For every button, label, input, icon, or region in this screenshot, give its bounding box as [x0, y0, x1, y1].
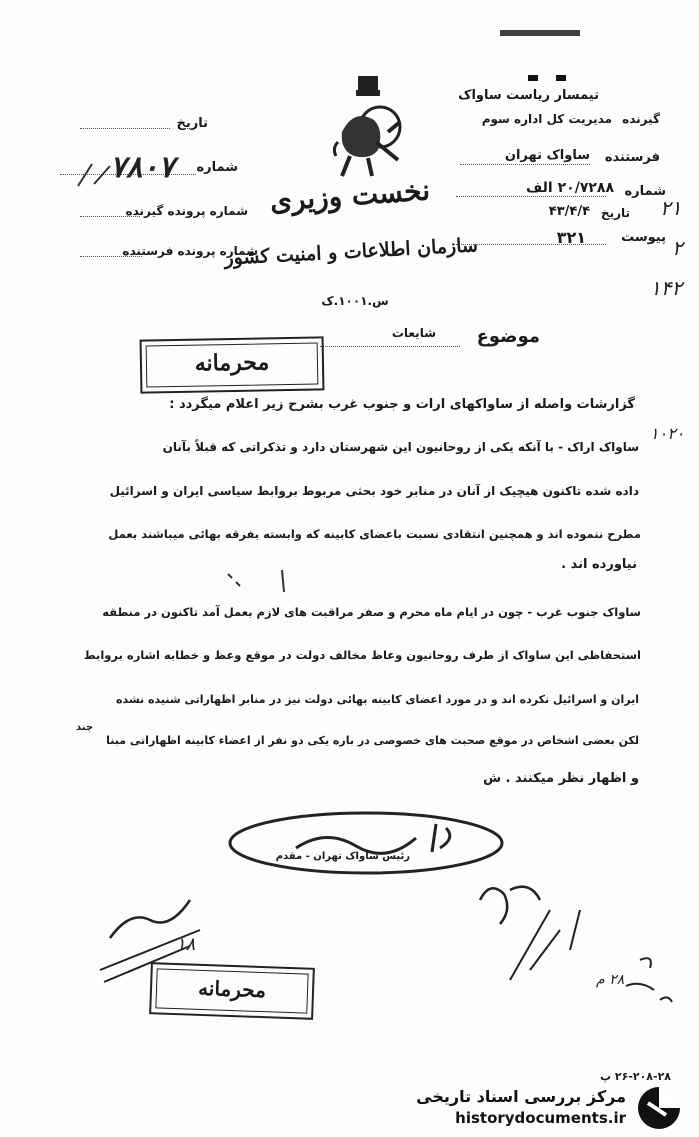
left-number-label: شماره — [196, 160, 238, 175]
scan-mark — [556, 75, 566, 81]
subject-value: شایعات — [391, 326, 436, 340]
body-line: ایران و اسرائیل نکرده اند و در مورد اعضای کابینه بهائی دولت نیز در منابر اظهاراتی شنیده نشده — [116, 693, 639, 706]
lion-and-sun-emblem-icon — [328, 72, 408, 182]
right-date-line — [500, 204, 630, 226]
recipient-value: مدیریت کل اداره سوم — [481, 112, 612, 126]
sender-file-label: شماره پرونده فرستنده — [122, 244, 258, 258]
letterhead-code: س.۱۰۰۱.ک — [321, 294, 389, 308]
to-line: تیمسار ریاست ساواک — [458, 88, 599, 103]
sender-file-line — [80, 244, 258, 264]
bottom-right-note: ۲۸ م — [596, 972, 625, 988]
scan-mark — [500, 30, 580, 36]
attachment-label: پیوست — [621, 230, 666, 245]
margin-mark: ۱۴۲ — [650, 276, 683, 300]
signature-block-text: رئیس ساواک تهران - مقدم — [275, 851, 410, 862]
right-number-line — [456, 180, 666, 204]
attachment-value: ۳۲۱ — [556, 228, 586, 247]
handwritten-mark — [224, 566, 294, 596]
body-line: نیاورده اند . — [561, 557, 637, 572]
archive-logo-icon — [634, 1085, 684, 1131]
office-title: نخست وزیری — [268, 173, 431, 218]
scan-mark — [528, 75, 538, 81]
body-line: گزارشات واصله از ساواکهای ارات و جنوب غرب بشرح زیر اعلام میگردد : — [169, 397, 635, 412]
archive-watermark — [400, 1085, 690, 1131]
body-line: لکن بعضی اشخاص در موقع صحبت های خصوصی در باره یکی دو نفر از اعضاء کابینه اظهاراتی مبنا — [106, 734, 639, 747]
left-number-value: ۷۸۰۷ — [110, 150, 175, 185]
body-line: استحفاظی این ساواک از طرف روحانیون وعاظ مخالف دولت در موقع وعظ و خطابه اشاره بروابط — [83, 648, 641, 662]
confidential-stamp-text: محرمانه — [197, 975, 267, 1003]
sender-label: فرستنده — [604, 150, 660, 165]
handwritten-annotation — [460, 870, 600, 990]
document-code: ۲۶-۲۰۸-۲۸ پ — [600, 1070, 672, 1083]
subject-line — [320, 326, 540, 356]
recipient-label: گیرنده — [622, 112, 660, 126]
right-number-label: شماره — [624, 184, 666, 199]
margin-mark: ۱۰۲۰ — [650, 424, 685, 443]
confidential-stamp — [140, 336, 325, 393]
recipient-file-line — [80, 204, 248, 224]
handwritten-annotation — [620, 950, 680, 1010]
organization-title: سازمان اطلاعات و امنیت کشور — [223, 234, 479, 270]
left-date-label: تاریخ — [176, 116, 208, 131]
body-line: ساواک اراک - با آنکه یکی از روحانیون این شهرستان دارد و تذکراتی که قبلاً بآنان — [162, 440, 639, 454]
left-date-line — [80, 116, 208, 136]
body-line: ساواک جنوب غرب - چون در ایام ماه محرم و صفر مراقبت های لازم بعمل آمد تاکنون در منطقه — [102, 605, 641, 619]
right-date-value: ۴۳/۴/۴ — [548, 204, 590, 219]
body-line: و اظهار نظر میکنند . ش — [483, 771, 639, 786]
margin-mark: ۲ — [672, 236, 683, 260]
archive-name: مرکز بررسی اسناد تاریخی — [416, 1087, 626, 1106]
handwritten-stroke — [74, 160, 114, 190]
confidential-stamp-bottom — [149, 962, 315, 1020]
archive-website: historydocuments.ir — [455, 1109, 626, 1127]
recipient-file-label: شماره پرونده گیرنده — [125, 204, 248, 218]
body-extra: چند — [76, 722, 94, 733]
body-line: داده شده تاکنون هیچیک از آنان در منابر خود بحثی مربوط بروابط سیاسی ایران و اسرائیل — [109, 484, 639, 498]
right-number-value: ۲۰/۷۲۸۸ الف — [526, 180, 614, 196]
subject-label: موضوع — [476, 326, 540, 347]
margin-mark: ۲۱ — [660, 196, 682, 220]
handwritten-note-left: ۱۸ — [176, 934, 196, 955]
confidential-stamp-text: محرمانه — [194, 349, 270, 377]
sender-value: ساواک تهران — [504, 148, 590, 163]
signature-stamp-oval — [226, 808, 506, 878]
sender-line — [460, 150, 660, 172]
right-date-label: تاریخ — [600, 206, 630, 220]
attachment-line — [456, 230, 666, 254]
body-line: مطرح ننموده اند و همچنین انتقادی نسبت باعضای کابینه که وابسته بفرقه بهائی میباشند بعمل — [108, 527, 641, 541]
recipient-line — [470, 110, 660, 130]
